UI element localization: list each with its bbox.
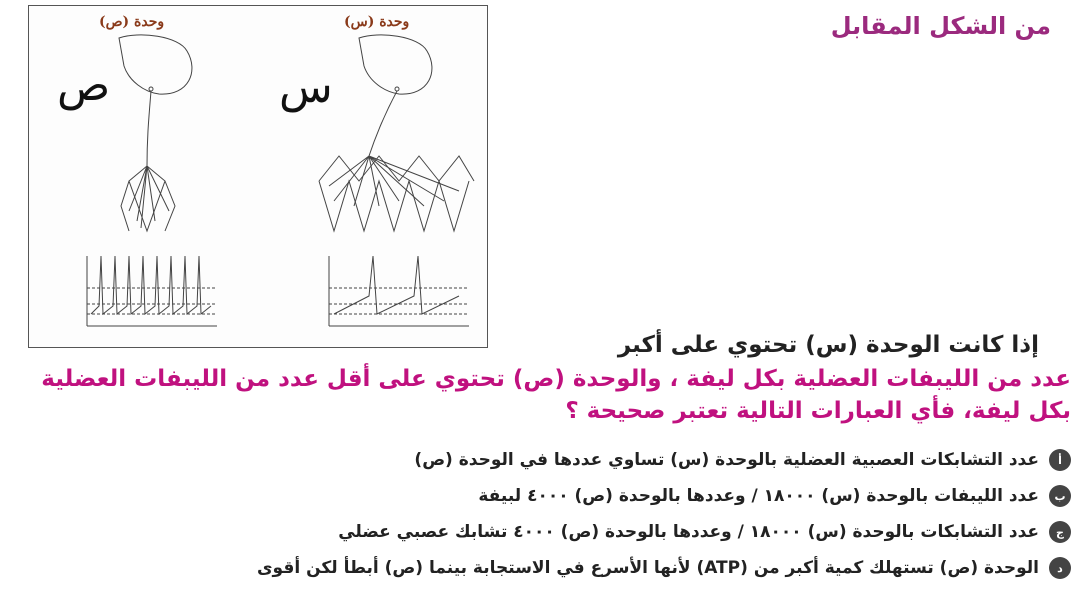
option-c-text: عدد التشابكات بالوحدة (س) ١٨٠٠٠ / وعددها بالوحدة (ص) ٤٠٠٠ تشابك عصبي عضلي xyxy=(338,522,1039,542)
option-a-text: عدد التشابكات العصبية العضلية بالوحدة (س) تساوي عددها في الوحدة (ص) xyxy=(414,450,1039,470)
page-title: من الشكل المقابل xyxy=(830,12,1051,40)
question-line-1: إذا كانت الوحدة (س) تحتوي على أكبر xyxy=(617,332,1039,358)
unit-x-caption: وحدة (س) xyxy=(344,14,410,30)
option-a[interactable] xyxy=(257,442,1071,478)
hand-label-y: ص xyxy=(57,60,111,111)
option-b-badge: ب xyxy=(1049,485,1071,507)
question-line-2: عدد من الليبفات العضلية بكل ليفة ، والوحدة (ص) تحتوي على أقل عدد من الليبفات العضلية xyxy=(41,366,1071,392)
motor-unit-y-drawing xyxy=(119,35,192,231)
option-b[interactable] xyxy=(257,478,1071,514)
option-c[interactable] xyxy=(257,514,1071,550)
question-line-3: بكل ليفة، فأي العبارات التالية تعتبر صحيحة ؟ xyxy=(565,398,1071,424)
motor-unit-x-drawing xyxy=(319,35,474,231)
motor-unit-figure xyxy=(28,5,488,348)
hand-label-x: س xyxy=(279,62,333,113)
option-b-text: عدد الليبفات بالوحدة (س) ١٨٠٠٠ / وعددها بالوحدة (ص) ٤٠٠٠ لبيفة xyxy=(478,486,1039,506)
option-a-badge: أ xyxy=(1049,449,1071,471)
option-d-text: الوحدة (ص) تستهلك كمية أكبر من (ATP) لأنها الأسرع في الاستجابة بينما (ص) أبطأ لكن أقوى xyxy=(256,558,1039,578)
option-d[interactable] xyxy=(257,550,1071,586)
unit-y-caption: وحدة (ص) xyxy=(99,14,165,30)
option-d-badge: د xyxy=(1049,557,1071,579)
membrane-potential-graph-y xyxy=(87,256,217,326)
membrane-potential-graph-x xyxy=(329,256,469,326)
option-c-badge: ج xyxy=(1049,521,1071,543)
motor-unit-diagram xyxy=(29,6,489,349)
answer-options xyxy=(257,442,1071,586)
